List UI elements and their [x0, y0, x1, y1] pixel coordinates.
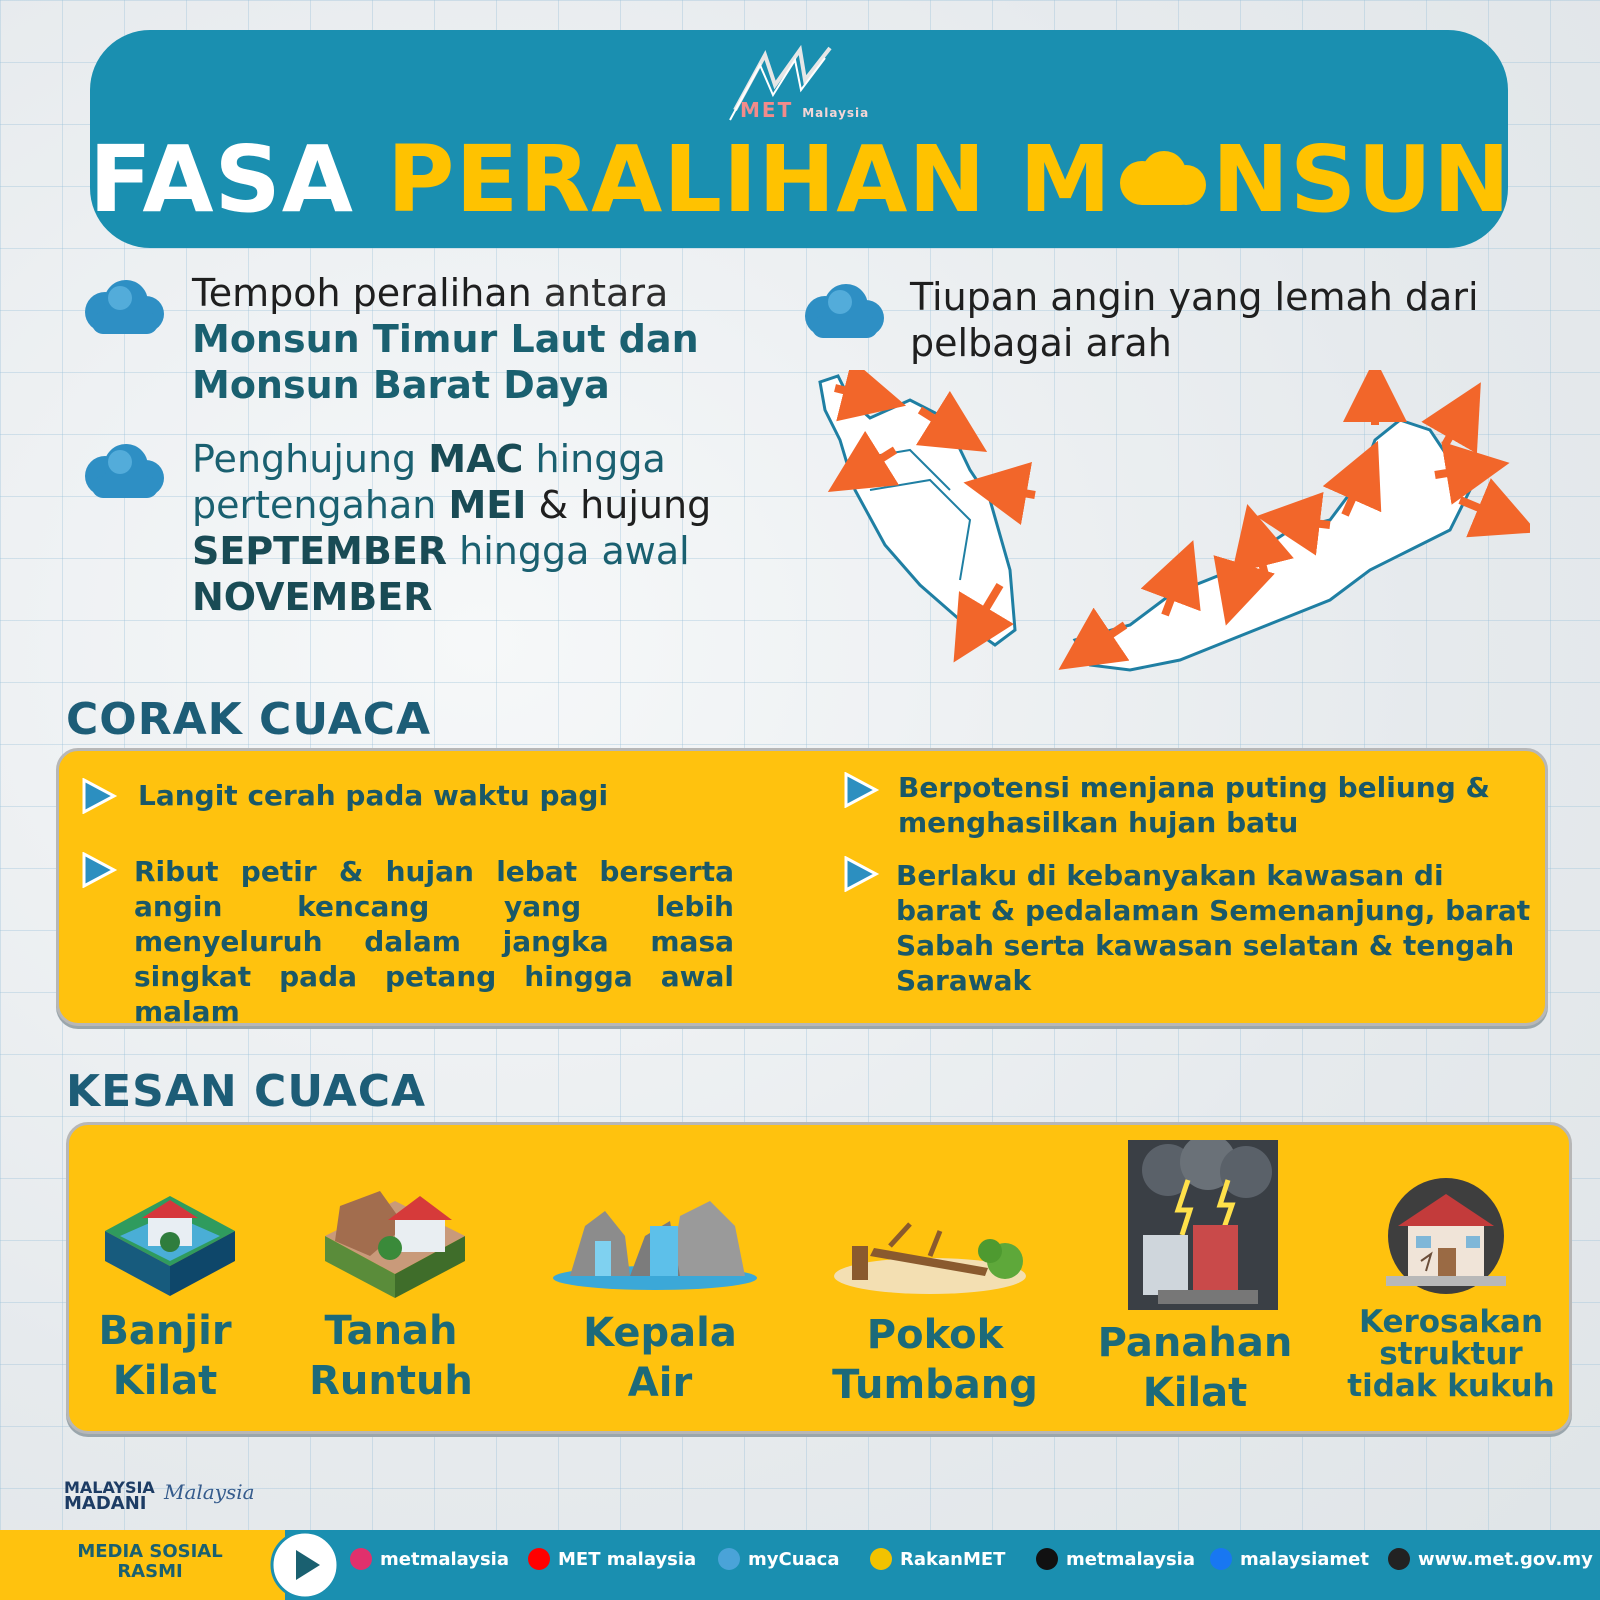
- wind-arrow: [995, 488, 1035, 495]
- play-bullet-icon: [842, 856, 882, 892]
- landslide-icon: [320, 1186, 470, 1306]
- pattern-item: Ribut petir & hujan lebat berserta angin kencang yang lebih menyeluruh dalam jangka masa singkat pada petang hingga awal malam: [134, 855, 734, 1028]
- pattern-item: Langit cerah pada waktu pagi: [138, 779, 609, 812]
- youtube-icon: [528, 1548, 550, 1570]
- play-bullet-icon: [80, 852, 120, 888]
- facebook-icon: [1210, 1548, 1232, 1570]
- x-icon: [1036, 1548, 1058, 1570]
- met-logo-text: MET Malaysia: [740, 98, 870, 122]
- fallen-tree-icon: [830, 1206, 1030, 1296]
- flash-flood-icon: [100, 1186, 240, 1306]
- cloud-icon: [80, 440, 166, 504]
- social-facebook[interactable]: malaysiamet: [1210, 1548, 1369, 1570]
- play-button-icon[interactable]: [270, 1530, 340, 1600]
- social-x[interactable]: metmalaysia: [1036, 1548, 1195, 1570]
- mycuaca-icon: [718, 1548, 740, 1570]
- damaged-house-icon: [1376, 1176, 1516, 1296]
- weak-wind-text: Tiupan angin yang lemah dari pelbagai arah: [910, 275, 1479, 365]
- cloud-icon: [80, 276, 166, 340]
- effect-label-banjir-kilat: Banjir Kilat: [98, 1308, 232, 1404]
- page-title: FASA PERALIHAN M NSUN: [89, 126, 1511, 233]
- corak-cuaca-heading: CORAK CUACA: [66, 694, 432, 745]
- effect-label-kepala-air: Kepala Air: [583, 1310, 737, 1406]
- waterfall-icon: [550, 1196, 760, 1296]
- transition-period-text: Tempoh peralihan antara Monsun Timur Laut dan Monsun Barat Daya: [192, 271, 699, 407]
- media-sosial-label: MEDIA SOSIAL RASMI: [77, 1541, 223, 1582]
- kesan-cuaca-heading: KESAN CUACA: [66, 1066, 427, 1117]
- social-instagram[interactable]: metmalaysia: [350, 1548, 509, 1570]
- social-mycuaca[interactable]: myCuaca: [718, 1548, 839, 1570]
- instagram-icon: [350, 1548, 372, 1570]
- cloud-icon: [800, 280, 886, 344]
- lightning-city-icon: [1128, 1140, 1278, 1310]
- effect-label-panahan-kilat: Panahan Kilat: [1097, 1320, 1293, 1416]
- wind-arrow: [1288, 520, 1330, 525]
- effect-label-kerosakan-struktur: Kerosakan struktur tidak kukuh: [1347, 1304, 1555, 1404]
- wind-arrow: [1445, 410, 1465, 445]
- malaysia-madani-logo: MALAYSIA MADANI: [64, 1478, 155, 1514]
- cloud-icon: [1112, 147, 1212, 213]
- play-bullet-icon: [80, 778, 120, 814]
- social-rakanmet[interactable]: RakanMET: [870, 1548, 1005, 1570]
- pattern-item: Berpotensi menjana puting beliung & menghasilkan hujan batu: [898, 771, 1490, 839]
- effect-label-pokok-tumbang: Pokok Tumbang: [832, 1312, 1038, 1408]
- pattern-item: Berlaku di kebanyakan kawasan di barat & pedalaman Semenanjung, barat Sabah serta kawasan selatan & tengah Sarawak: [896, 859, 1531, 997]
- period-months-text: Penghujung MAC hingga pertengahan MEI & hujung SEPTEMBER hingga awal NOVEMBER: [192, 437, 712, 619]
- borneo-malaysia-shape: [1075, 420, 1470, 670]
- malaysia-map: [810, 370, 1530, 700]
- social-website[interactable]: www.met.gov.my: [1388, 1548, 1593, 1570]
- wind-arrow: [1460, 500, 1508, 520]
- play-bullet-icon: [842, 772, 882, 808]
- effect-label-tanah-runtuh: Tanah Runtuh: [309, 1308, 473, 1404]
- social-youtube[interactable]: MET malaysia: [528, 1548, 696, 1570]
- globe-icon: [1388, 1548, 1410, 1570]
- visit-malaysia-logo: Malaysia: [164, 1480, 255, 1504]
- rakanmet-icon: [870, 1548, 892, 1570]
